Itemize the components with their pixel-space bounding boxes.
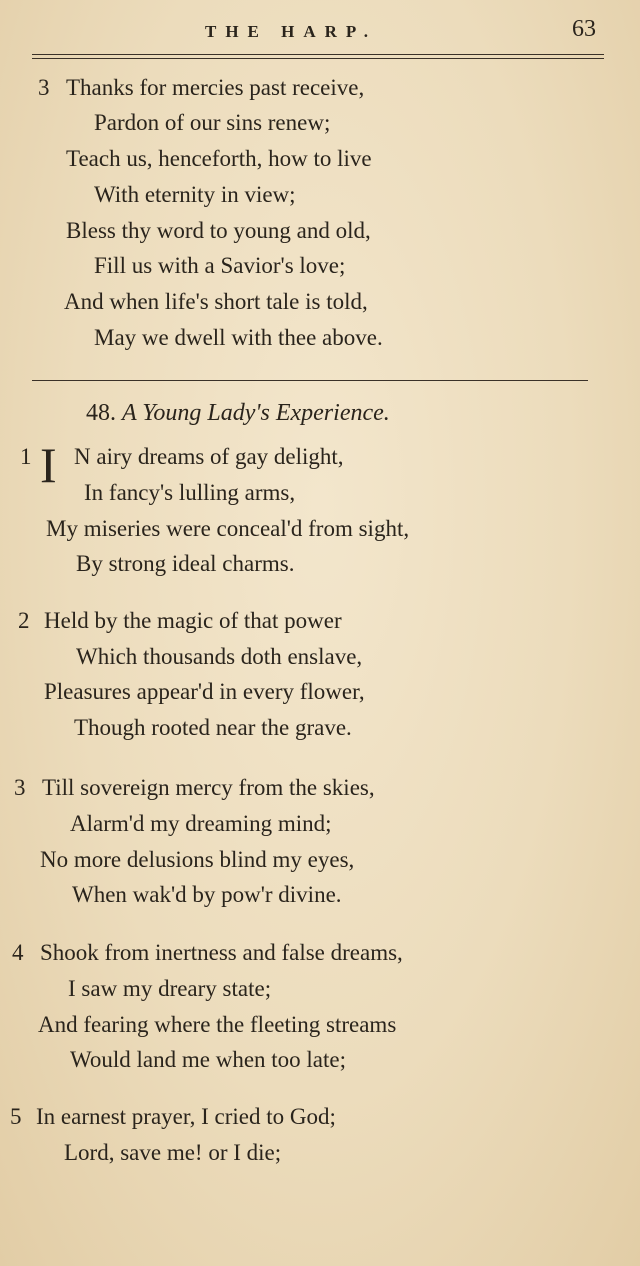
hymn-title: A Young Lady's Experience.: [122, 400, 390, 426]
verse-line: Till sovereign mercy from the skies,: [42, 775, 375, 800]
verse-line: In earnest prayer, I cried to God;: [36, 1104, 336, 1129]
verse-line: May we dwell with thee above.: [94, 325, 383, 350]
page-number: 63: [572, 16, 596, 42]
drop-cap: I: [40, 437, 57, 493]
verse-line: And when life's short tale is told,: [64, 289, 368, 314]
verse-line: Teach us, henceforth, how to live: [66, 146, 372, 171]
verse-line: Thanks for mercies past receive,: [66, 75, 365, 100]
stanza-number: 1: [20, 444, 32, 469]
hymn-number: 48.: [86, 400, 116, 426]
stanza-number: 3: [38, 75, 50, 100]
verse-line: Lord, save me! or I die;: [64, 1140, 282, 1165]
verse-line: No more delusions blind my eyes,: [40, 847, 355, 872]
section-rule: [32, 380, 588, 381]
verse-line: I saw my dreary state;: [68, 976, 272, 1001]
verse-line: Which thousands doth enslave,: [76, 644, 363, 669]
stanza-number: 4: [12, 940, 24, 965]
running-head: [0, 16, 640, 52]
stanza-number: 5: [10, 1104, 22, 1129]
stanza-number: 3: [14, 775, 26, 800]
stanza-number: 2: [18, 608, 30, 633]
verse-line: Pardon of our sins renew;: [94, 110, 331, 135]
verse-line: Pleasures appear'd in every flower,: [44, 679, 365, 704]
verse-line: By strong ideal charms.: [76, 551, 295, 576]
verse-line: N airy dreams of gay delight,: [74, 444, 344, 469]
verse-line: When wak'd by pow'r divine.: [72, 882, 342, 907]
verse-line: And fearing where the fleeting streams: [38, 1012, 397, 1037]
header-rule: [32, 54, 604, 55]
verse-line: Would land me when too late;: [70, 1047, 346, 1072]
verse-line: Though rooted near the grave.: [74, 715, 352, 740]
verse-line: Held by the magic of that power: [44, 608, 342, 633]
verse-line: My miseries were conceal'd from sight,: [46, 516, 410, 541]
verse-line: Shook from inertness and false dreams,: [40, 940, 403, 965]
verse-line: With eternity in view;: [94, 182, 296, 207]
verse-line: Fill us with a Savior's love;: [94, 253, 346, 278]
running-title: THE HARP.: [205, 22, 378, 41]
hymn-heading: [86, 400, 390, 427]
verse-line: Bless thy word to young and old,: [66, 218, 371, 243]
verse-line: Alarm'd my dreaming mind;: [70, 811, 332, 836]
verse-line: In fancy's lulling arms,: [84, 480, 296, 505]
